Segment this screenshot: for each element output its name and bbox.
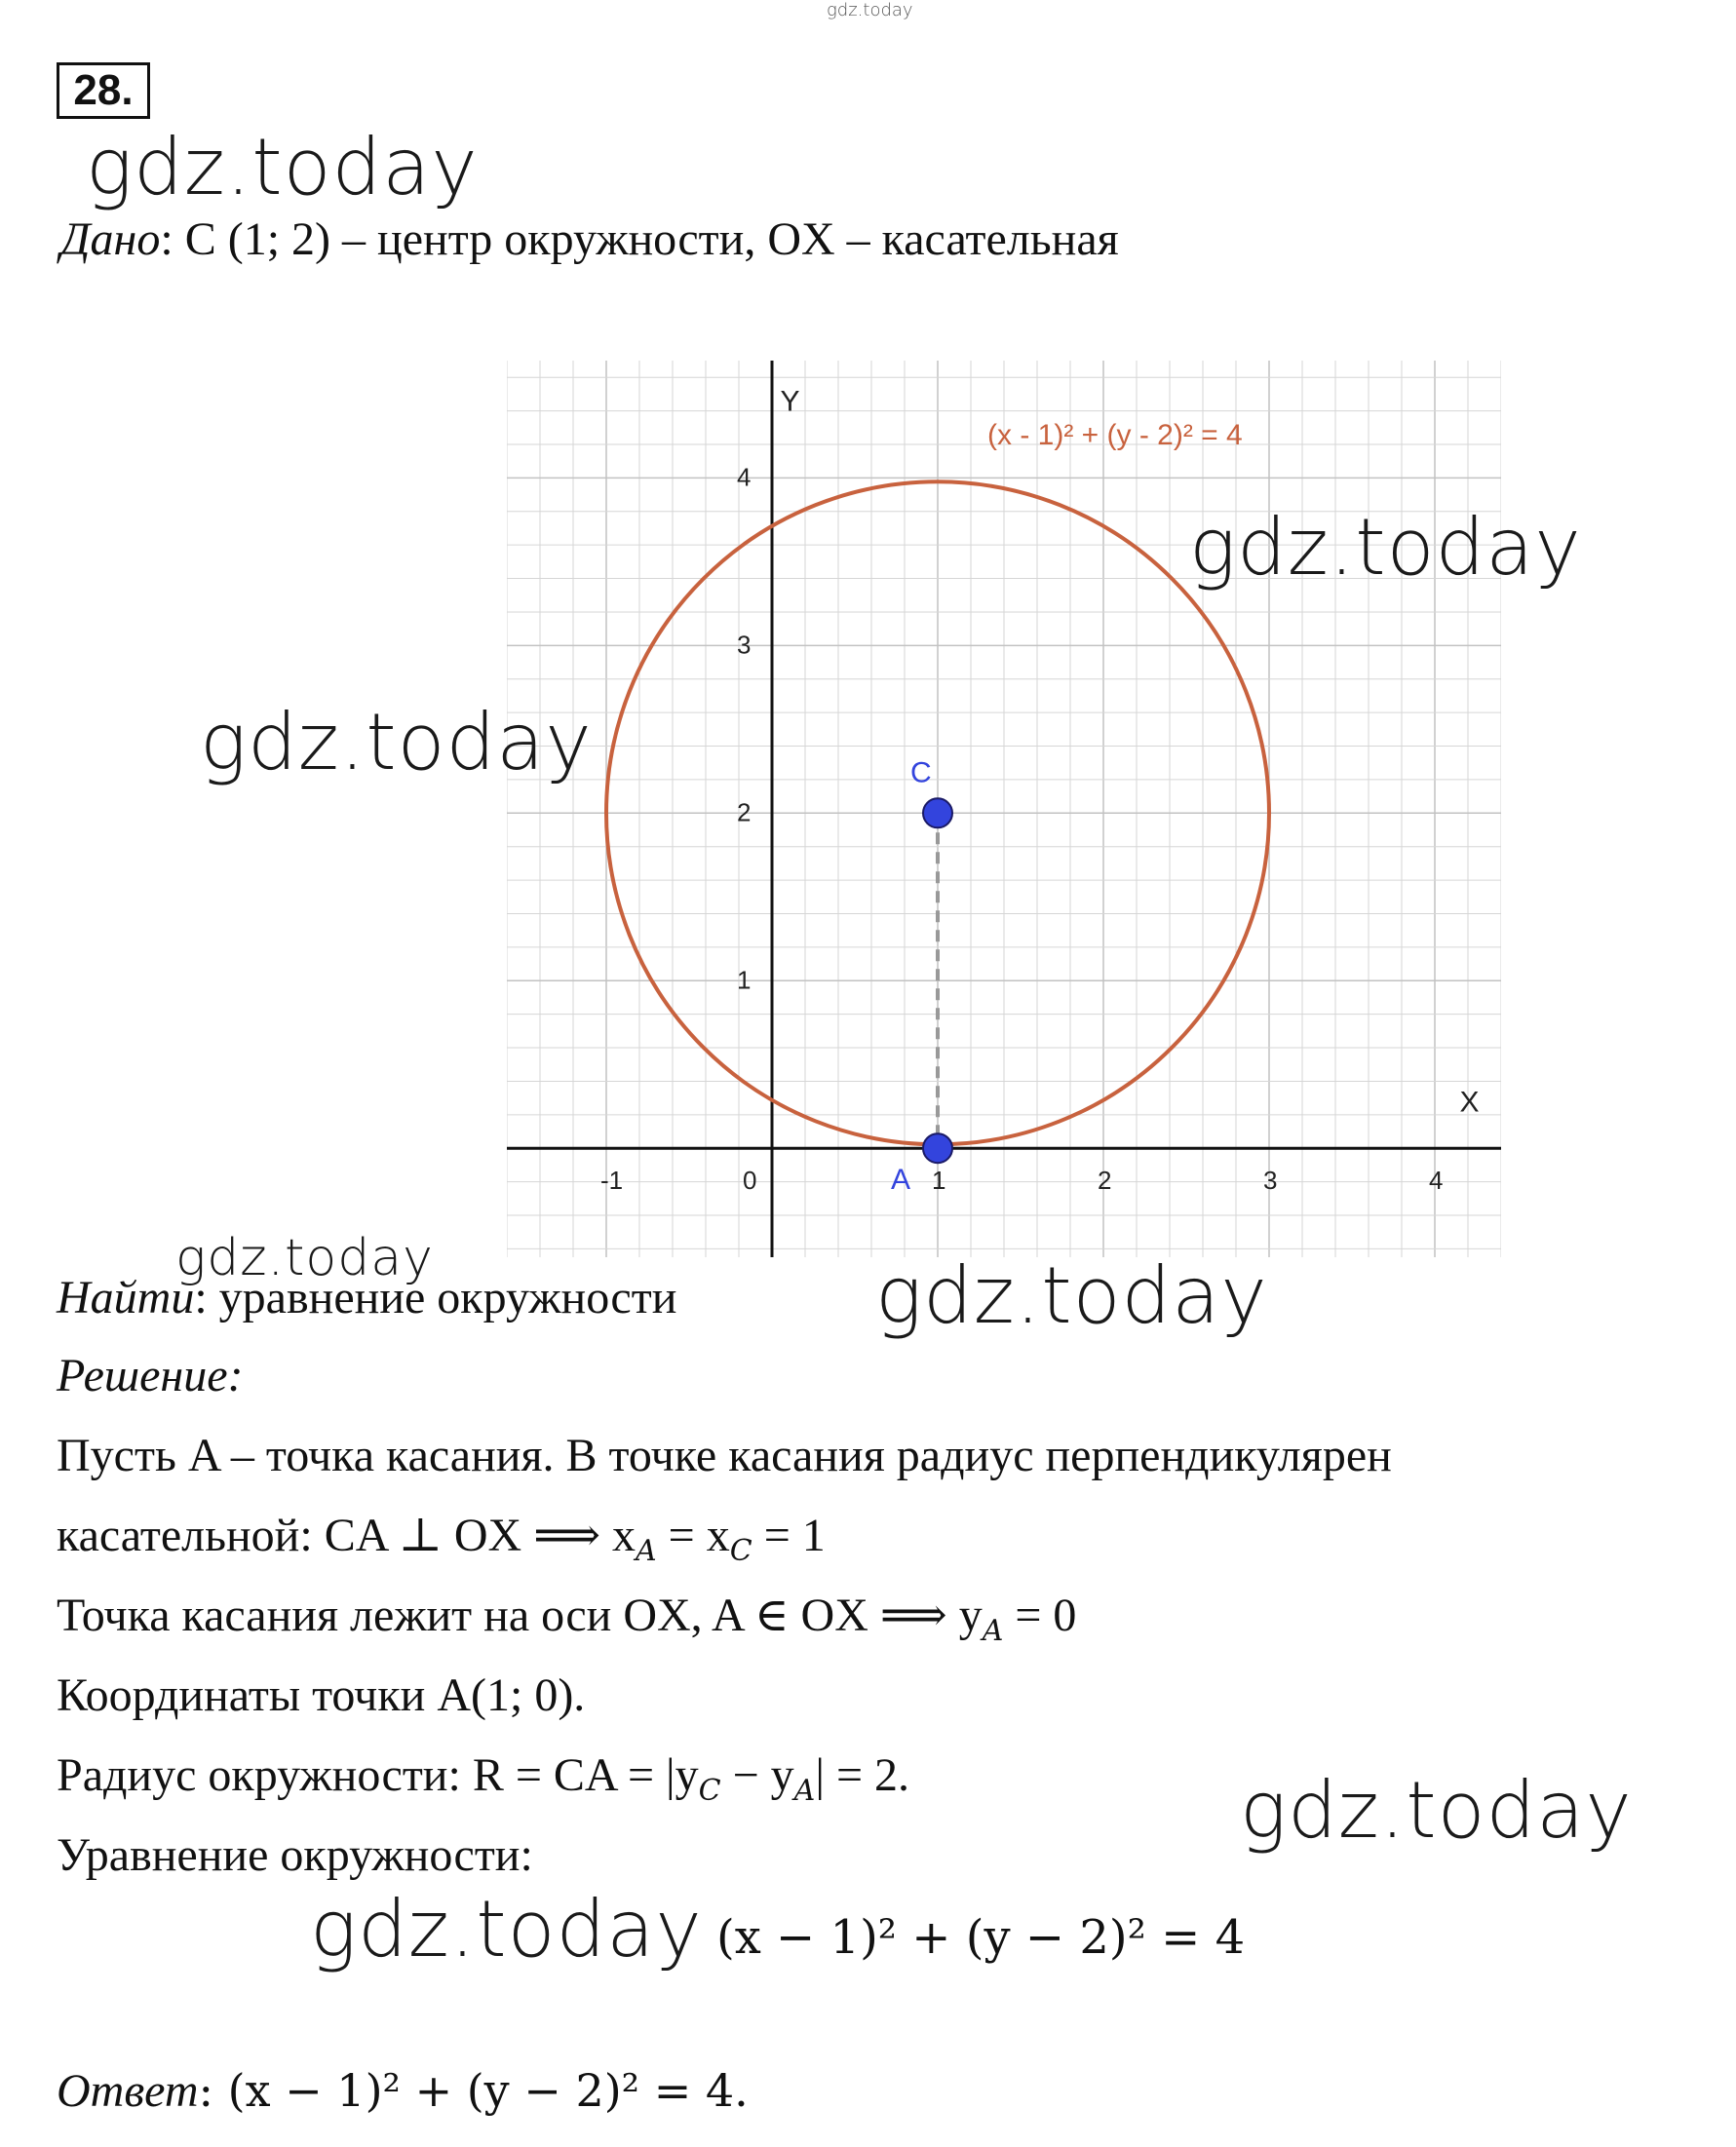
line5-text: Радиус окружности: R = CA = |y [57, 1749, 699, 1801]
line5-sub-a: A [793, 1774, 816, 1808]
solution-line-1: Пусть A – точка касания. В точке касания радиус перпендикулярен [57, 1430, 1392, 1481]
watermark-top: gdz.today [86, 122, 479, 212]
x-tick-label: 0 [743, 1166, 757, 1196]
x-tick-label: 1 [932, 1166, 946, 1196]
circle-graph [507, 361, 1501, 1257]
point-a [923, 1133, 952, 1163]
watermark-equation: gdz.today [310, 1884, 703, 1974]
answer-text: : (x − 1)² + (y − 2)² = 4. [198, 2064, 749, 2117]
watermark-small: gdz.today [175, 1229, 434, 1287]
solution-label: Решение [57, 1350, 228, 1401]
point-c [923, 798, 952, 827]
solution-line-3 [57, 1592, 1076, 1646]
y-tick-label: 4 [737, 462, 752, 492]
line5-end: | = 2. [815, 1749, 910, 1801]
problem-number: 28. [57, 62, 150, 119]
find-text: : уравнение окружности [194, 1272, 677, 1323]
x-axis-label: X [1459, 1086, 1480, 1119]
x-tick-label: -1 [600, 1166, 624, 1196]
watermark-graph-right: gdz.today [1189, 502, 1582, 593]
y-tick-label: 2 [737, 797, 752, 827]
find-line [57, 1272, 677, 1323]
line2-sub-c: C [729, 1534, 752, 1568]
solution-line-4: Координаты точки A(1; 0). [57, 1669, 586, 1721]
line5-sub-c: C [698, 1774, 721, 1808]
final-equation: (x − 1)² + (y − 2)² = 4 [716, 1910, 1246, 1965]
point-label-a: A [891, 1164, 911, 1197]
x-tick-label: 2 [1098, 1166, 1112, 1196]
answer-label: Ответ [57, 2065, 199, 2117]
watermark-graph-left: gdz.today [200, 697, 593, 787]
solution-heading: Решение: [57, 1350, 244, 1401]
line3-end: = 0 [1003, 1590, 1077, 1641]
line2-mid: = x [656, 1510, 730, 1561]
given-line [60, 213, 1119, 265]
solution-line-6: Уравнение окружности: [57, 1829, 533, 1881]
solution-line-5 [57, 1749, 910, 1808]
solution-line-2 [57, 1510, 826, 1568]
y-tick-label: 1 [737, 965, 752, 995]
x-tick-label: 4 [1429, 1166, 1444, 1196]
line3-text: Точка касания лежит на оси OX, A ∈ OX ⟹ y [57, 1590, 983, 1641]
given-label: Дано [60, 213, 161, 265]
find-label: Найти [57, 1272, 195, 1323]
watermark-find: gdz.today [875, 1250, 1268, 1341]
line2-sub-a: A [636, 1534, 657, 1568]
y-axis-label: Y [780, 385, 800, 418]
line2-text: касательной: CA ⊥ OX ⟹ x [57, 1510, 636, 1561]
given-text: : C (1; 2) – центр окружности, OX – касательная [160, 213, 1119, 265]
top-watermark: gdz.today [827, 0, 913, 20]
line3-sub: A [982, 1614, 1004, 1648]
grid [507, 361, 1501, 1257]
line5-mid: − y [720, 1749, 794, 1801]
points [891, 756, 952, 1196]
watermark-right: gdz.today [1240, 1765, 1633, 1856]
circle-equation-label: (x - 1)² + (y - 2)² = 4 [987, 418, 1243, 451]
line2-end: = 1 [752, 1510, 826, 1561]
x-tick-label: 3 [1263, 1166, 1278, 1196]
y-tick-label: 3 [737, 630, 752, 660]
answer-line [57, 2064, 749, 2117]
point-label-c: C [910, 756, 932, 789]
